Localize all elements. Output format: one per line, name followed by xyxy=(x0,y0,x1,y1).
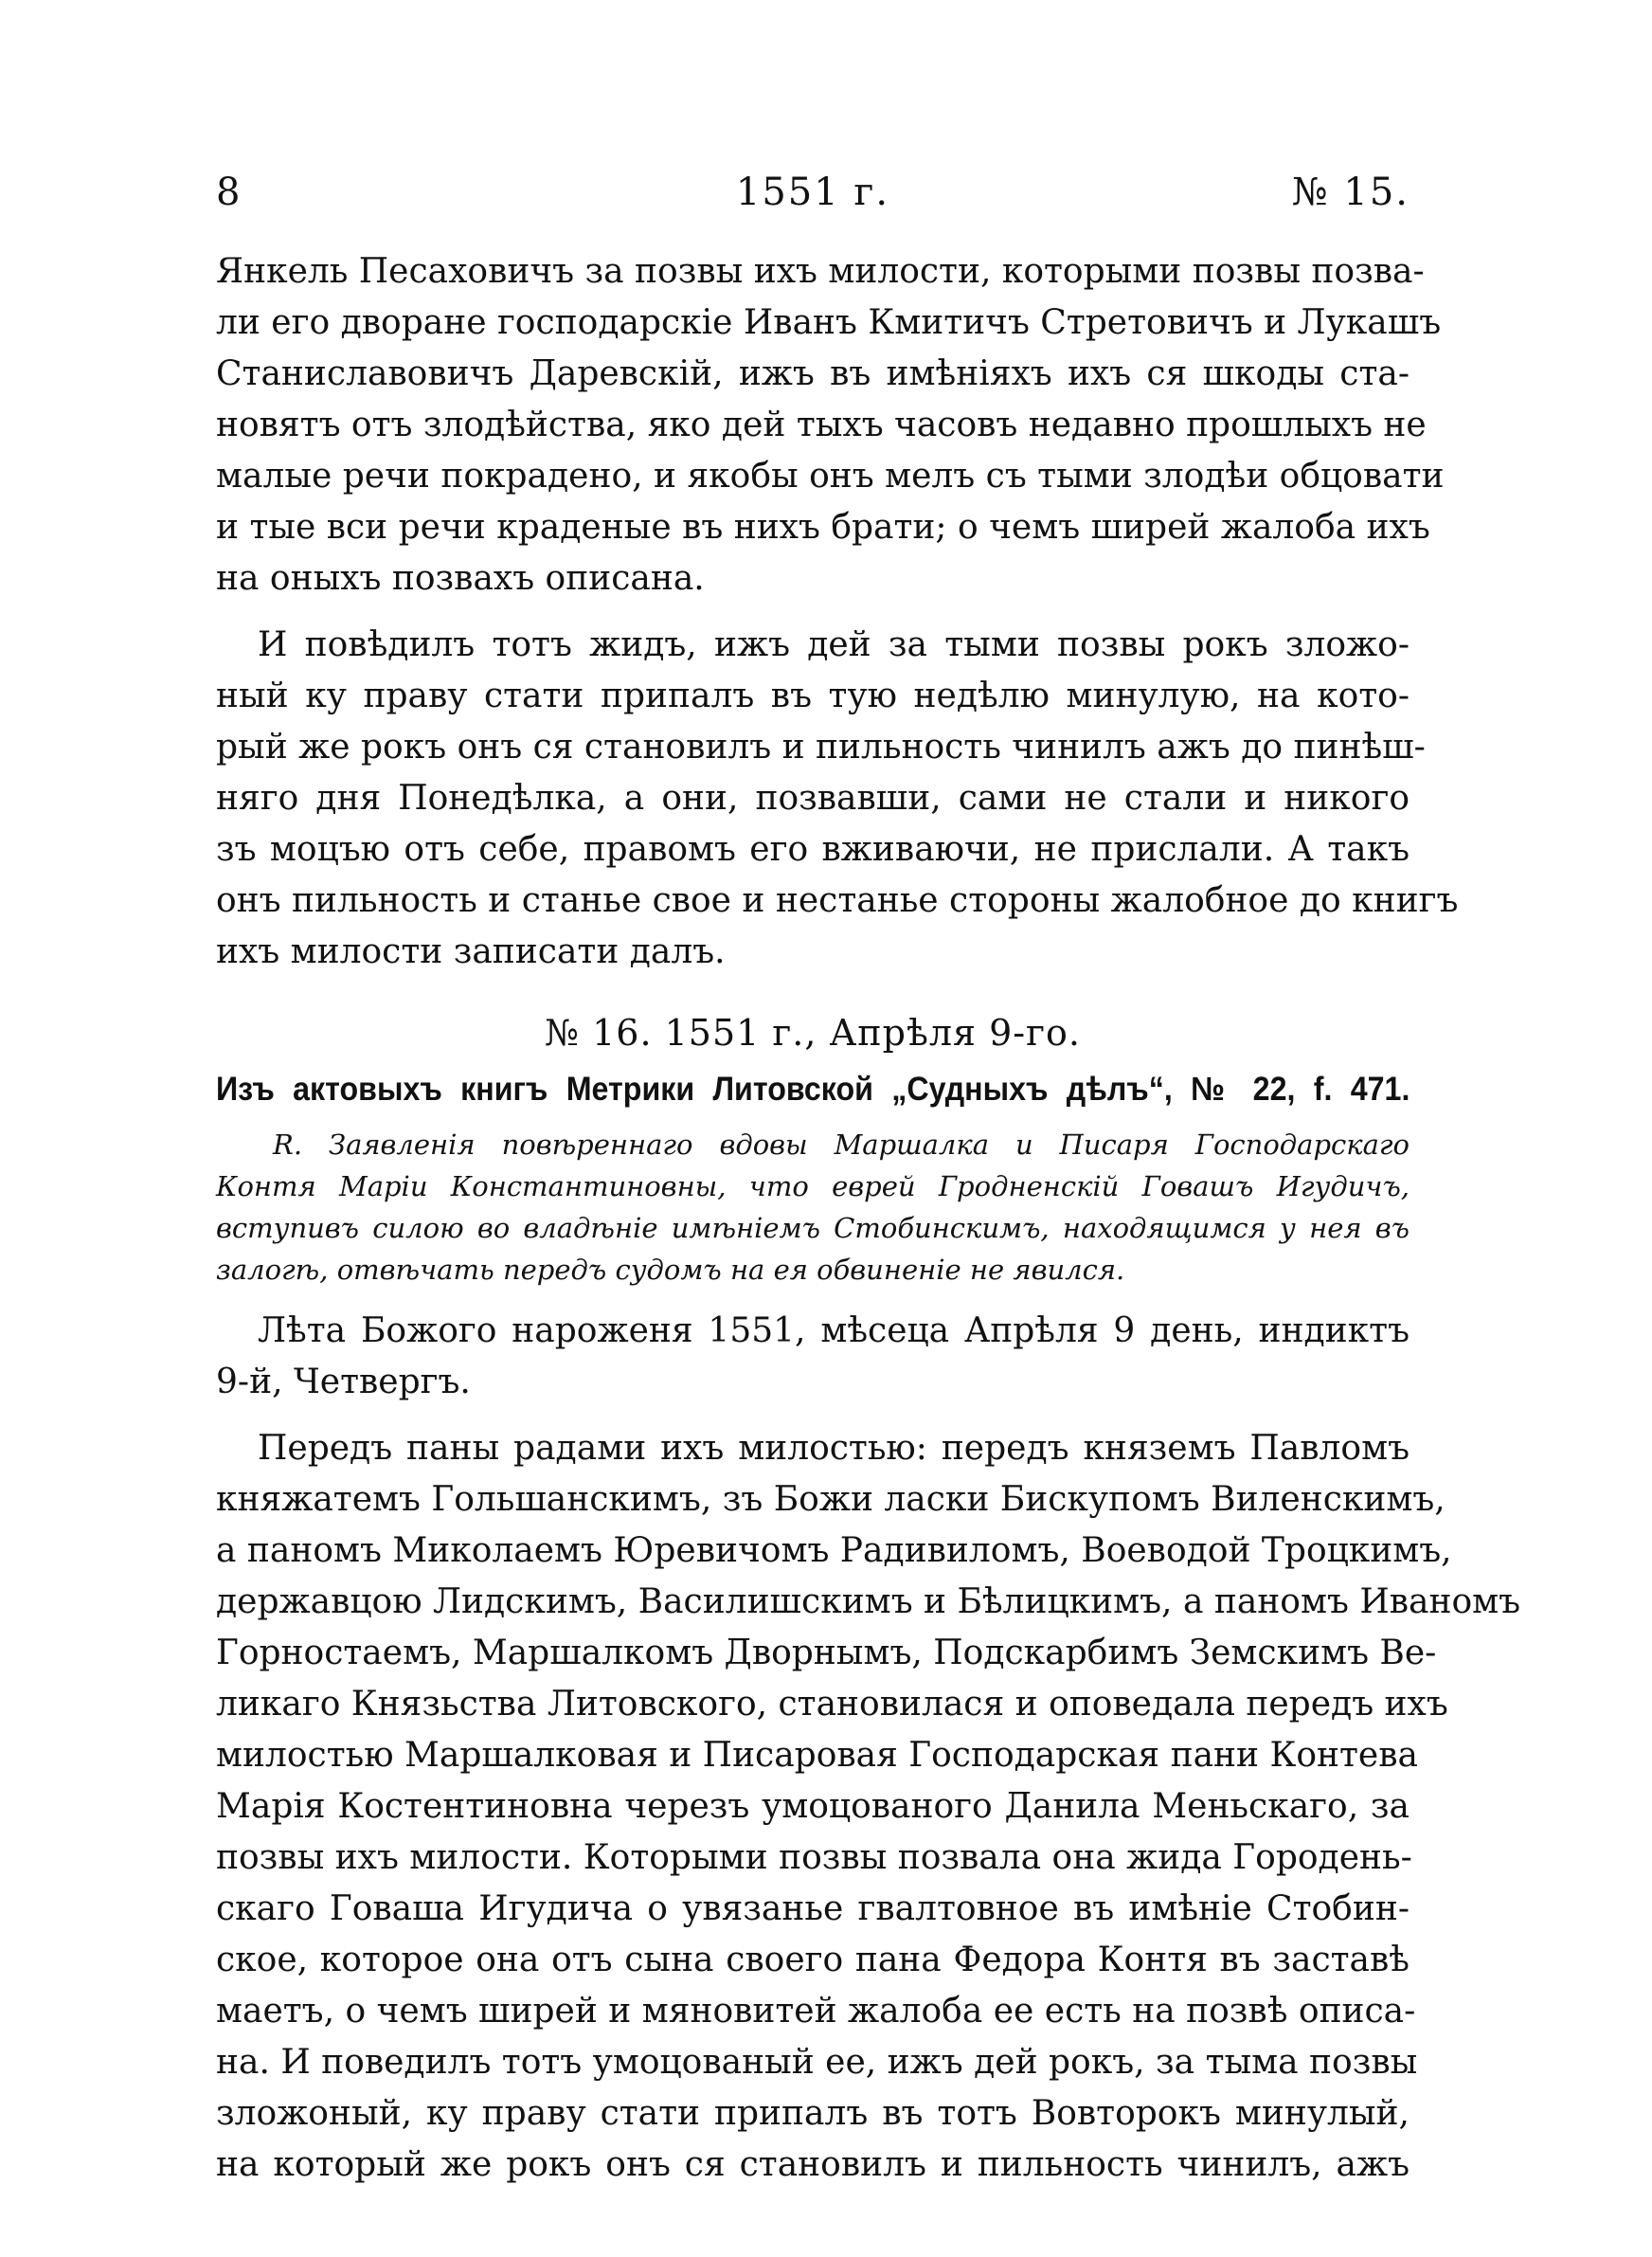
running-head xyxy=(216,171,1410,246)
text-line: скаго Говаша Игудича о увязанье гвалтовное въ имѣніе Стобин- xyxy=(216,1889,1410,1928)
text-line: Горностаемъ, Маршалкомъ Дворнымъ, Подскарбимъ Земскимъ Ве- xyxy=(216,1634,1437,1672)
text-line: Передъ паны радами ихъ милостью: передъ княземъ Павломъ xyxy=(258,1429,1410,1468)
text-line: новятъ отъ злодѣйства, яко дей тыхъ часовъ недавно прошлыхъ не xyxy=(216,406,1427,444)
text-line: ское, которое она отъ сына своего пана Федора Контя въ заставѣ xyxy=(216,1941,1410,1979)
text-line: маетъ, о чемъ ширей и мяновитей жалоба ее есть на позвѣ описа- xyxy=(216,1992,1416,2031)
text-line: на оныхъ позвахъ описана. xyxy=(216,559,705,598)
text-line: Янкель Песаховичъ за позвы ихъ милости, которыми позвы позва- xyxy=(216,252,1425,291)
doc15-paragraph-2 xyxy=(216,620,1459,978)
text-line: ли его дворане господарскіе Иванъ Кмитичъ Стретовичъ и Лукашъ xyxy=(216,303,1442,342)
document-page xyxy=(216,171,1521,2191)
text-line: Лѣта Божого нароженя 1551, мѣсеца Апрѣля 9 день, индиктъ xyxy=(258,1311,1410,1350)
running-head-year: 1551 г. xyxy=(735,171,890,214)
text-line: ихъ милости записати далъ. xyxy=(216,932,726,971)
doc16-source-line: Изъ актовыхъ книгъ Метрики Литовской „Судныхъ дѣлъ“, № 22, f. 471. xyxy=(216,1071,1410,1108)
text-line: позвы ихъ милости. Которыми позвы позвала она жида Городень- xyxy=(216,1838,1412,1877)
text-line: ликаго Князьства Литовского, становилася и оповедала передъ ихъ xyxy=(216,1685,1448,1724)
text-line: зъ моцъю отъ себе, правомъ его вживаючи, не прислали. А такъ xyxy=(216,830,1410,869)
doc16-body-paragraph xyxy=(216,1423,1521,2191)
text-line: и тые вси речи краденые въ нихъ брати; о чемъ ширей жалоба ихъ xyxy=(216,508,1430,547)
text-line: рый же рокъ онъ ся становилъ и пильность чинилъ ажъ до пинѣш- xyxy=(216,728,1426,767)
text-line: на который же рокъ онъ ся становилъ и пильность чинилъ, ажъ xyxy=(216,2145,1410,2184)
text-line: Марія Костентиновна черезъ умоцованого Данила Меньскаго, за xyxy=(216,1787,1410,1826)
text-line: 9-й, Четвергъ. xyxy=(216,1363,471,1401)
summary-line: Контя Маріи Константиновны, что еврей Гродненскій Говашъ Игудичъ, xyxy=(216,1170,1410,1202)
doc16-heading: № 16. 1551 г., Апрѣля 9-го. xyxy=(545,1012,1081,1054)
running-head-document-number: № 15. xyxy=(1291,171,1410,214)
page-number: 8 xyxy=(216,171,242,214)
text-line: зложоный, ку праву стати припалъ въ тотъ Вовторокъ минулый, xyxy=(216,2094,1410,2133)
text-line: а паномъ Миколаемъ Юревичомъ Радивиломъ, Воеводой Троцкимъ, xyxy=(216,1531,1452,1570)
doc16-date-paragraph xyxy=(216,1306,1410,1408)
text-line: княжатемъ Гольшанскимъ, зъ Божи ласки Бискупомъ Виленскимъ, xyxy=(216,1480,1446,1519)
text-line: милостью Маршалковая и Писаровая Господарская пани Контева xyxy=(216,1736,1418,1775)
text-line: И повѣдилъ тотъ жидъ, ижъ дей за тыми позвы рокъ зложо- xyxy=(258,625,1410,664)
summary-line: залогѣ, отвѣчать передъ судомъ на ея обвиненіе не явился. xyxy=(216,1254,1125,1286)
text-line: малые речи покрадено, и якобы онъ мелъ съ тыми злодѣи обцовати xyxy=(216,457,1445,496)
text-line: ный ку праву стати припалъ въ тую недѣлю минулую, на кото- xyxy=(216,677,1410,715)
doc16-summary xyxy=(216,1124,1410,1291)
text-line: няго дня Понедѣлка, а они, позвавши, сами не стали и никого xyxy=(216,779,1410,818)
text-line: державцою Лидскимъ, Василишскимъ и Бѣлицкимъ, а паномъ Иваномъ xyxy=(216,1582,1521,1621)
doc15-continuation-paragraph xyxy=(216,246,1445,605)
text-line: Станиславовичъ Даревскій, ижъ въ имѣніяхъ ихъ ся шкоды ста- xyxy=(216,354,1410,393)
text-line: онъ пильность и станье свое и нестанье стороны жалобное до книгъ xyxy=(216,881,1459,920)
text-line: на. И поведилъ тотъ умоцованый ее, ижъ дей рокъ, за тыма позвы xyxy=(216,2043,1418,2082)
summary-line: вступивъ силою во владѣніе имѣніемъ Стобинскимъ, находящимся у нея въ xyxy=(216,1212,1410,1244)
summary-line: R. Заявленія повѣреннаго вдовы Маршалка и Писаря Господарскаго xyxy=(273,1128,1410,1161)
